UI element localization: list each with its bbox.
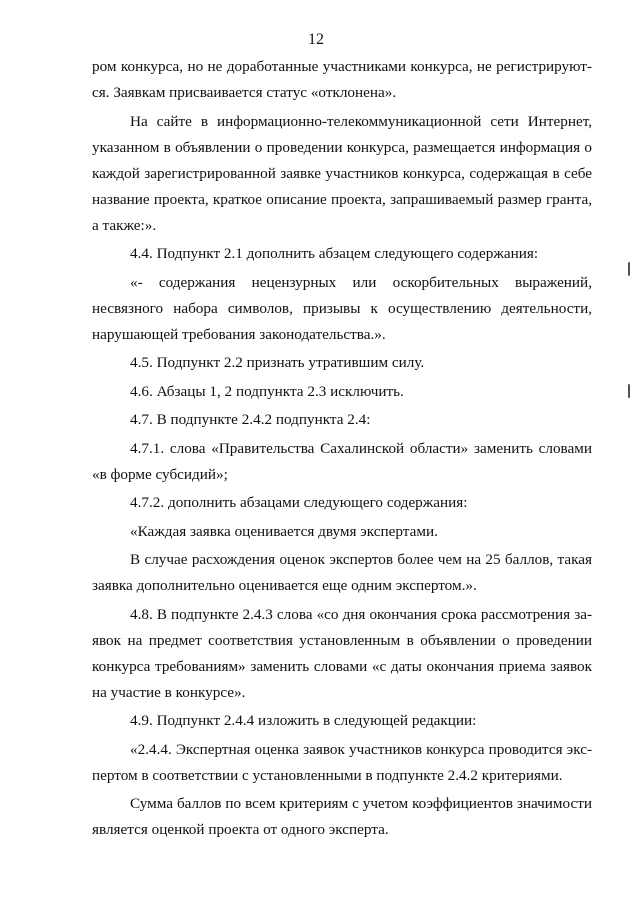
paragraph: 4.6. Абзацы 1, 2 подпункта 2.3 исключить.: [130, 382, 404, 400]
document-body: [92, 54, 592, 843]
paragraph: 4.5. Подпункт 2.2 признать утратившим силу.: [130, 354, 425, 371]
paragraph: «2.4.4. Экспертная оценка заявок участников конкурса проводится экспертом в соответствии с установленными в подпункте 2.4.2 критериями.: [92, 740, 592, 784]
page-number: 12: [308, 31, 324, 48]
scan-edge-mark: [628, 262, 630, 276]
scan-edge-mark: [628, 384, 630, 398]
paragraph: «Каждая заявка оценивается двумя экспертами.: [130, 522, 438, 540]
paragraph: 4.7.2. дополнить абзацами следующего содержания:: [130, 494, 468, 511]
paragraph: 4.4. Подпункт 2.1 дополнить абзацем следующего содержания:: [130, 245, 539, 262]
paragraph: На сайте в информационно-телекоммуникационной сети Интернет, указанном в объявлении о проведении конкурса, размещается информация о каждой зарегистрированной заявке участников конкурса, содержащая в себе название проекта, краткое описание проекта, запрашиваемый размер гранта, а также:».: [92, 112, 592, 234]
paragraph: В случае расхождения оценок экспертов более чем на 25 баллов, такая заявка дополнительно оценивается еще одним экспертом.».: [92, 551, 592, 594]
paragraph: 4.8. В подпункте 2.4.3 слова «со дня окончания срока рассмотрения заявок на предмет соответствия установленным в объявлении о проведении конкурса требованиям» заменить словами «с даты окончания приема заявок на участие в конкурсе».: [92, 605, 592, 701]
paragraph: ром конкурса, но не доработанные участниками конкурса, не регистрируются. Заявкам присваивается статус «отклонена».: [92, 58, 592, 101]
paragraph: 4.9. Подпункт 2.4.4 изложить в следующей редакции:: [130, 712, 477, 729]
paragraph: Сумма баллов по всем критериям с учетом коэффициентов значимости является оценкой проекта от одного эксперта.: [92, 795, 592, 838]
paragraph: 4.7.1. слова «Правительства Сахалинской области» заменить словами «в форме субсидий»;: [92, 439, 592, 483]
paragraph: «- содержания нецензурных или оскорбительных выражений, несвязного набора символов, призывы к осуществлению деятельности, нарушающей требования законодательства.».: [92, 273, 592, 343]
paragraph: 4.7. В подпункте 2.4.2 подпункта 2.4:: [130, 411, 371, 428]
